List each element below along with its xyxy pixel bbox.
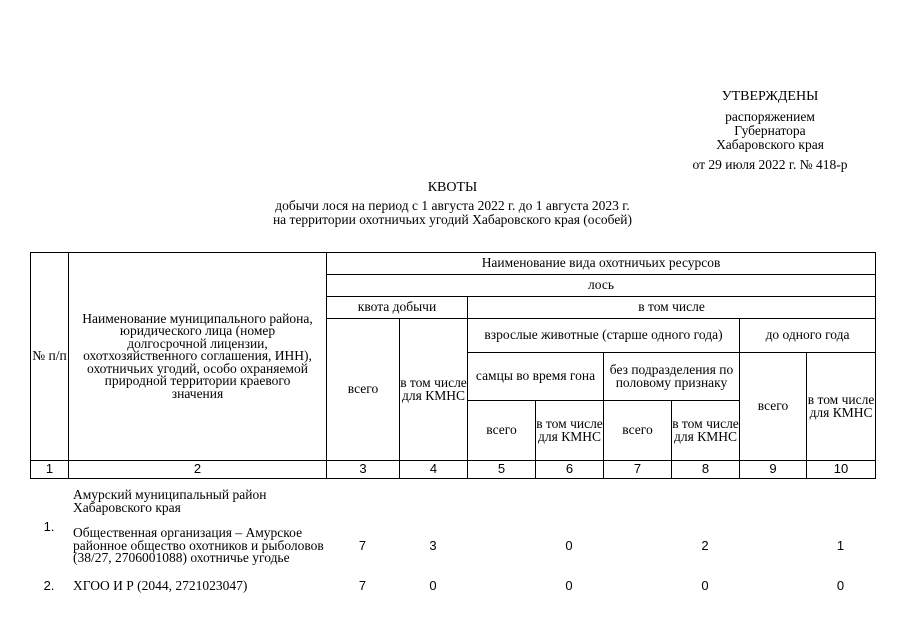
cell-under-kmns: 1 <box>836 537 845 553</box>
cell-nosex-kmns: 0 <box>701 577 709 593</box>
table-row <box>30 517 875 575</box>
table-row <box>30 575 875 597</box>
document-title: КВОТЫ <box>427 180 478 195</box>
approval-block <box>640 90 900 172</box>
document-subtitle-line-2: на территории охотничьих угодий Хабаровского края (особей) <box>272 212 633 227</box>
cell-males-kmns: 0 <box>565 537 573 553</box>
header-quota: квота добычи <box>327 297 468 319</box>
column-number: 4 <box>400 461 468 479</box>
header-nosex-kmns: в том числе для КМНС <box>672 401 740 461</box>
header-quota-kmns: в том числе для КМНС <box>400 319 468 461</box>
cell-nosex-kmns: 2 <box>701 537 709 553</box>
row-name: ХГОО И Р (2044, 2721023047) <box>73 577 248 593</box>
cell-quota-kmns: 0 <box>429 577 437 593</box>
approval-line-3: Хабаровского края <box>716 137 824 152</box>
column-number: 6 <box>536 461 604 479</box>
column-number-row <box>31 461 876 479</box>
column-number: 1 <box>31 461 69 479</box>
quota-table-header <box>30 252 876 479</box>
approval-heading: УТВЕРЖДЕНЫ <box>721 89 819 104</box>
row-number: 1. <box>43 519 55 534</box>
approval-line-1: распоряжением <box>725 109 815 124</box>
header-under-total: всего <box>740 353 807 461</box>
column-number: 8 <box>672 461 740 479</box>
header-including: в том числе <box>468 297 876 319</box>
header-under-kmns: в том числе для КМНС <box>807 353 876 461</box>
header-adult: взрослые животные (старше одного года) <box>468 319 740 353</box>
column-number: 9 <box>740 461 807 479</box>
document-subtitle-line-1: добычи лося на период с 1 августа 2022 г. до 1 августа 2023 г. <box>275 198 630 213</box>
header-no-sex: без подразделения по половому признаку <box>604 353 740 401</box>
column-number: 3 <box>327 461 400 479</box>
cell-quota-kmns: 3 <box>429 537 437 553</box>
header-species-group: Наименование вида охотничьих ресурсов <box>327 253 876 275</box>
cell-males-kmns: 0 <box>565 577 573 593</box>
approval-line-2: Губернатора <box>734 123 806 138</box>
header-num: № п/п <box>31 253 69 461</box>
district-name: Амурский муниципальный район Хабаровского края <box>73 487 267 515</box>
column-number: 2 <box>69 461 327 479</box>
header-name: Наименование муниципального района, юридического лица (номер долгосрочной лицензии, охотхозяйственного соглашения, ИНН), охотничьих угодий, особо охраняемой природной территории краевого значения <box>69 253 327 461</box>
header-males-kmns: в том числе для КМНС <box>536 401 604 461</box>
row-name: Общественная организация – Амурское районное общество охотников и рыболовов (38/27, 2706001088) охотничье угодье <box>73 525 324 566</box>
row-number: 2. <box>43 577 55 593</box>
quota-table-body <box>30 485 875 597</box>
cell-under-kmns: 0 <box>836 577 845 593</box>
column-number: 5 <box>468 461 536 479</box>
column-number: 7 <box>604 461 672 479</box>
cell-quota-total: 7 <box>358 577 367 593</box>
header-nosex-total: всего <box>604 401 672 461</box>
header-males: самцы во время гона <box>468 353 604 401</box>
approval-date: от 29 июля 2022 г. № 418-р <box>692 157 848 172</box>
header-males-total: всего <box>468 401 536 461</box>
column-number: 10 <box>807 461 876 479</box>
document-subtitle <box>0 199 905 227</box>
header-quota-total: всего <box>327 319 400 461</box>
district-row <box>30 485 875 517</box>
header-under-one-year: до одного года <box>740 319 876 353</box>
cell-quota-total: 7 <box>358 537 367 553</box>
header-species: лось <box>327 275 876 297</box>
